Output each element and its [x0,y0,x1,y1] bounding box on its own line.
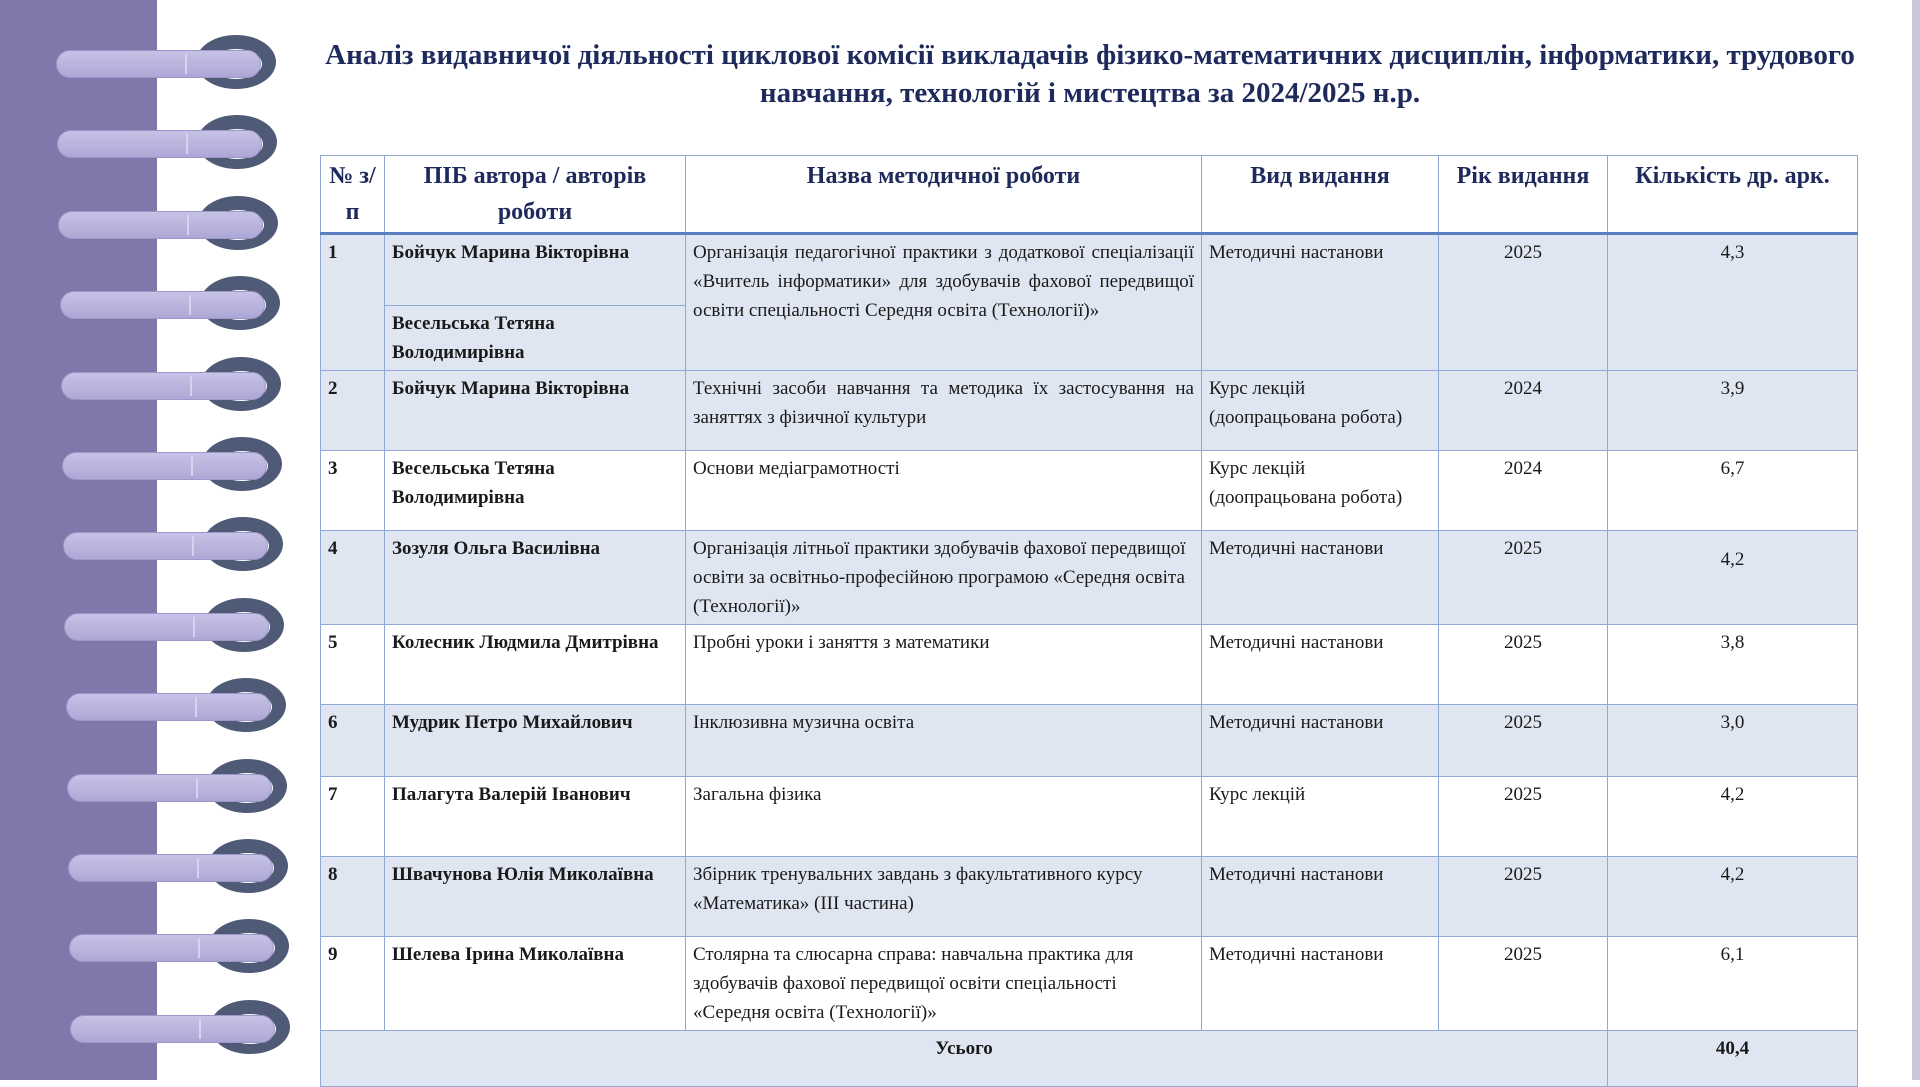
publication-year: 2025 [1439,857,1608,937]
author-name: Палагута Валерій Іванович [385,777,686,857]
table-row [321,234,1858,306]
sheet-count: 3,0 [1608,705,1858,777]
binding-ring [69,917,289,977]
binding-ring [70,998,290,1058]
publication-year: 2024 [1439,451,1608,531]
table-row [321,451,1858,531]
sheet-count: 6,7 [1608,451,1858,531]
publication-type: Методичні настанови [1202,857,1439,937]
table-row [321,705,1858,777]
binding-ring [68,837,288,897]
binding-ring [56,33,276,93]
header-work-title: Назва методичної роботи [686,156,1202,234]
sheet-count: 4,2 [1608,531,1858,625]
binding-ring [66,676,286,736]
publication-year: 2025 [1439,777,1608,857]
publication-year: 2025 [1439,625,1608,705]
author-name: Весельська Тетяна Володимирівна [385,306,686,371]
publication-year: 2025 [1439,531,1608,625]
binding-ring [60,274,280,334]
author-name: Весельська Тетяна Володимирівна [385,451,686,531]
author-name: Мудрик Петро Михайлович [385,705,686,777]
sheet-count: 4,2 [1608,777,1858,857]
publication-year: 2025 [1439,705,1608,777]
table-row [321,777,1858,857]
table-row [321,857,1858,937]
header-year: Рік видання [1439,156,1608,234]
work-title: Пробні уроки і заняття з математики [686,625,1202,705]
row-number: 5 [321,625,385,705]
header-publication-type: Вид видання [1202,156,1439,234]
binding-ring [61,355,281,415]
publication-type: Методичні настанови [1202,625,1439,705]
row-number: 9 [321,937,385,1031]
work-title: Технічні засоби навчання та методика їх застосування на заняттях з фізичної культури [686,371,1202,451]
total-value: 40,4 [1608,1031,1858,1087]
binding-ring [57,113,277,173]
publication-type: Методичні настанови [1202,234,1439,371]
publication-type: Курс лекцій [1202,777,1439,857]
author-name: Бойчук Марина Вікторівна [385,234,686,306]
publication-type: Курс лекцій (доопрацьована робота) [1202,451,1439,531]
publication-year: 2025 [1439,937,1608,1031]
row-number: 1 [321,234,385,371]
table-row [321,531,1858,625]
author-name: Зозуля Ольга Василівна [385,531,686,625]
work-title: Організація педагогічної практики з додаткової спеціалізації «Вчитель інформатики» для здобувачів фахової передвищої освіти спеціальності Середня освіта (Технології)» [686,234,1202,371]
publication-year: 2024 [1439,371,1608,451]
sheet-count: 4,2 [1608,857,1858,937]
work-title: Збірник тренувальних завдань з факультативного курсу «Математика» (ІІІ частина) [686,857,1202,937]
sheet-count: 6,1 [1608,937,1858,1031]
sheet-count: 3,8 [1608,625,1858,705]
total-label: Усього [321,1031,1608,1087]
author-name: Швачунова Юлія Миколаївна [385,857,686,937]
publication-type: Методичні настанови [1202,531,1439,625]
row-number: 2 [321,371,385,451]
publication-type: Методичні настанови [1202,937,1439,1031]
publication-type: Методичні настанови [1202,705,1439,777]
binding-ring [63,515,283,575]
table-row [321,625,1858,705]
header-sheets: Кількість др. арк. [1608,156,1858,234]
binding-ring [64,596,284,656]
table-header-row [321,156,1858,234]
sheet-count: 4,3 [1608,234,1858,371]
table-row [321,937,1858,1031]
publication-year: 2025 [1439,234,1608,371]
work-title: Загальна фізика [686,777,1202,857]
page-edge [1912,0,1920,1080]
work-title: Столярна та слюсарна справа: навчальна практика для здобувачів фахової передвищої освіти спеціальності «Середня освіта (Технології)» [686,937,1202,1031]
row-number: 3 [321,451,385,531]
publications-table [320,155,1858,1087]
binding-ring [67,757,287,817]
work-title: Організація літньої практики здобувачів фахової передвищої освіти за освітньо-професійною програмою «Середня освіта (Технології)» [686,531,1202,625]
author-name: Колесник Людмила Дмитрівна [385,625,686,705]
header-number: № з/п [321,156,385,234]
row-number: 7 [321,777,385,857]
table-row [321,371,1858,451]
publication-type: Курс лекцій (доопрацьована робота) [1202,371,1439,451]
work-title: Інклюзивна музична освіта [686,705,1202,777]
header-author: ПІБ автора / авторів роботи [385,156,686,234]
row-number: 6 [321,705,385,777]
author-name: Шелева Ірина Миколаївна [385,937,686,1031]
author-name: Бойчук Марина Вікторівна [385,371,686,451]
binding-ring [62,435,282,495]
work-title: Основи медіаграмотності [686,451,1202,531]
row-number: 4 [321,531,385,625]
page-title: Аналіз видавничої діяльності циклової комісії викладачів фізико-математичних дисциплін, інформатики, трудового навчання, технологій і мистецтва за 2024/2025 н.р. [325,39,1855,110]
sheet-count: 3,9 [1608,371,1858,451]
total-row [321,1031,1858,1087]
row-number: 8 [321,857,385,937]
binding-ring [58,194,278,254]
